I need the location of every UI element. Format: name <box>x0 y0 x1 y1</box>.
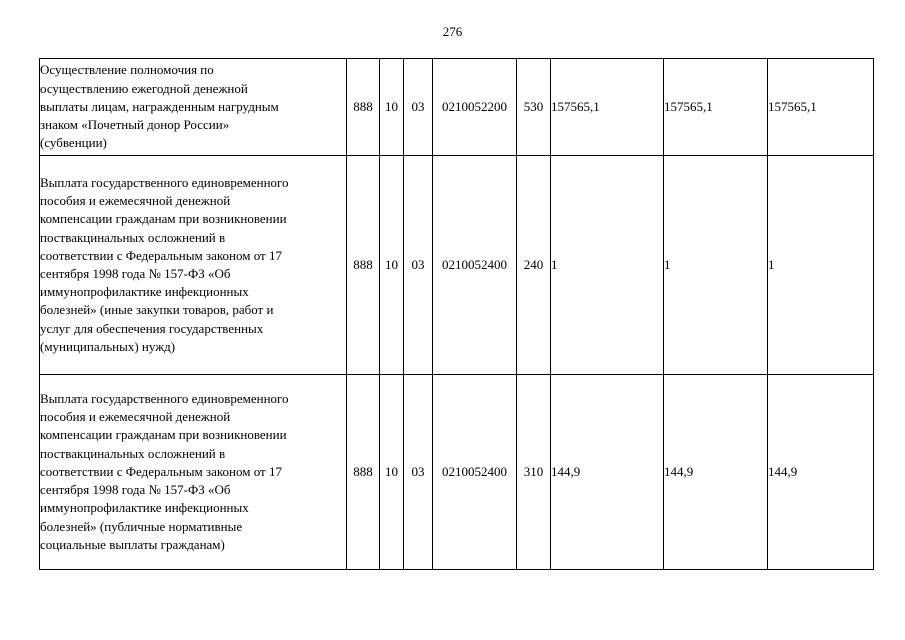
amount-year-1: 144,9 <box>551 375 664 570</box>
target-article-code: 0210052400 <box>433 375 517 570</box>
page-number: 276 <box>442 24 463 39</box>
amount-year-3: 157565,1 <box>768 59 874 156</box>
amount-year-1: 1 <box>551 156 664 375</box>
expense-type-code: 530 <box>517 59 551 156</box>
amount-year-2: 157565,1 <box>664 59 768 156</box>
section-code: 10 <box>380 59 404 156</box>
section-code: 10 <box>380 156 404 375</box>
amount-year-2: 1 <box>664 156 768 375</box>
subsection-code: 03 <box>404 375 433 570</box>
amount-year-3: 144,9 <box>768 375 874 570</box>
budget-table <box>39 58 874 570</box>
expense-type-code: 240 <box>517 156 551 375</box>
amount-year-1: 157565,1 <box>551 59 664 156</box>
target-article-code: 0210052400 <box>433 156 517 375</box>
table-row <box>40 59 874 156</box>
table-row <box>40 156 874 375</box>
grbs-code: 888 <box>347 375 380 570</box>
table-row <box>40 375 874 570</box>
amount-year-3: 1 <box>768 156 874 375</box>
section-code: 10 <box>380 375 404 570</box>
row-description: Выплата государственного единовременного пособия и ежемесячной денежной компенсации гражданам при возникновении поствакцинальных осложнений в соответствии с Федеральным законом от 17 сентября 1998 года № 157-ФЗ «Об иммунопрофилактике инфекционных болезней» (публичные нормативные социальные выплаты гражданам) <box>40 375 347 570</box>
amount-year-2: 144,9 <box>664 375 768 570</box>
target-article-code: 0210052200 <box>433 59 517 156</box>
row-description: Выплата государственного единовременного пособия и ежемесячной денежной компенсации гражданам при возникновении поствакцинальных осложнений в соответствии с Федеральным законом от 17 сентября 1998 года № 157-ФЗ «Об иммунопрофилактике инфекционных болезней» (иные закупки товаров, работ и услуг для обеспечения государственных (муниципальных) нужд) <box>40 156 347 375</box>
grbs-code: 888 <box>347 59 380 156</box>
subsection-code: 03 <box>404 59 433 156</box>
expense-type-code: 310 <box>517 375 551 570</box>
grbs-code: 888 <box>347 156 380 375</box>
row-description: Осуществление полномочия по осуществлению ежегодной денежной выплаты лицам, награжденным нагрудным знаком «Почетный донор России» (субвенции) <box>40 59 347 156</box>
subsection-code: 03 <box>404 156 433 375</box>
